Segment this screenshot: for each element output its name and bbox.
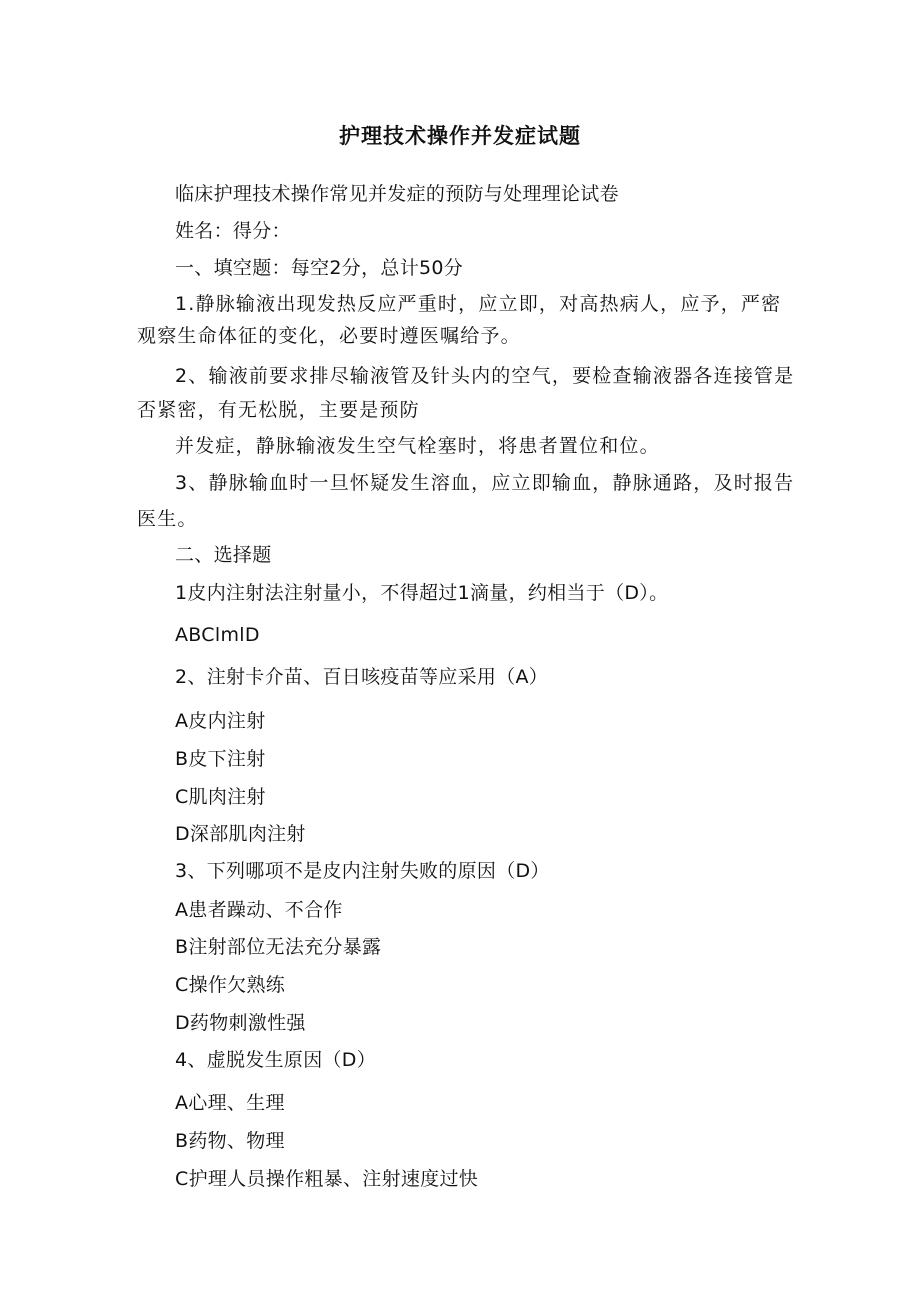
- fill-question-3-line-2: 医生。: [137, 508, 198, 530]
- choice-question-2-option-b: B皮下注射: [175, 748, 266, 770]
- choice-question-2-option-c: C肌肉注射: [175, 786, 266, 808]
- choice-question-3-option-d: D药物刺激性强: [175, 1012, 306, 1034]
- page-title: 护理技术操作并发症试题: [339, 124, 581, 148]
- fill-question-1-line-1: 1.静脉输液出现发热反应严重时，应立即，对高热病人，应予，严密: [175, 293, 782, 315]
- choice-question-4-option-c: C护理人员操作粗暴、注射速度过快: [175, 1168, 479, 1190]
- choice-question-1-options: ABClmlD: [175, 624, 260, 646]
- choice-question-2-option-a: A皮内注射: [175, 710, 266, 732]
- fill-question-2-line-3: 并发症，静脉输液发生空气栓塞时，将患者置位和位。: [175, 435, 660, 457]
- name-score-line: 姓名：得分：: [175, 220, 291, 242]
- choice-question-3-option-b: B注射部位无法充分暴露: [175, 936, 382, 958]
- choice-question-4-option-a: A心理、生理: [175, 1092, 285, 1114]
- section1-heading: 一、填空题：每空2分，总计50分: [175, 257, 464, 279]
- choice-question-2-option-d: D深部肌肉注射: [175, 823, 306, 845]
- choice-question-3: 3、下列哪项不是皮内注射失败的原因（D）: [175, 860, 550, 882]
- fill-question-1-line-2: 观察生命体征的变化，必要时遵医嘱给予。: [137, 325, 521, 347]
- choice-question-1: 1皮内注射法注射量小，不得超过1滴量，约相当于（D）。: [175, 582, 669, 604]
- choice-question-4: 4、虚脱发生原因（D）: [175, 1049, 377, 1071]
- choice-question-3-option-a: A患者躁动、不合作: [175, 899, 343, 921]
- fill-question-3-line-1: 3、静脉输血时一旦怀疑发生溶血，应立即输血，静脉通路，及时报告: [175, 472, 795, 494]
- choice-question-4-option-b: B药物、物理: [175, 1130, 285, 1152]
- choice-question-2: 2、注射卡介苗、百日咳疫苗等应采用（A）: [175, 666, 549, 688]
- choice-question-3-option-c: C操作欠熟练: [175, 974, 286, 996]
- section2-heading: 二、选择题: [175, 544, 272, 566]
- fill-question-2-line-2: 否紧密，有无松脱，主要是预防: [137, 399, 420, 421]
- exam-subtitle: 临床护理技术操作常见并发症的预防与处理理论试卷: [175, 183, 619, 205]
- fill-question-2-line-1: 2、输液前要求排尽输液管及针头内的空气，要检查输液器各连接管是: [175, 365, 795, 387]
